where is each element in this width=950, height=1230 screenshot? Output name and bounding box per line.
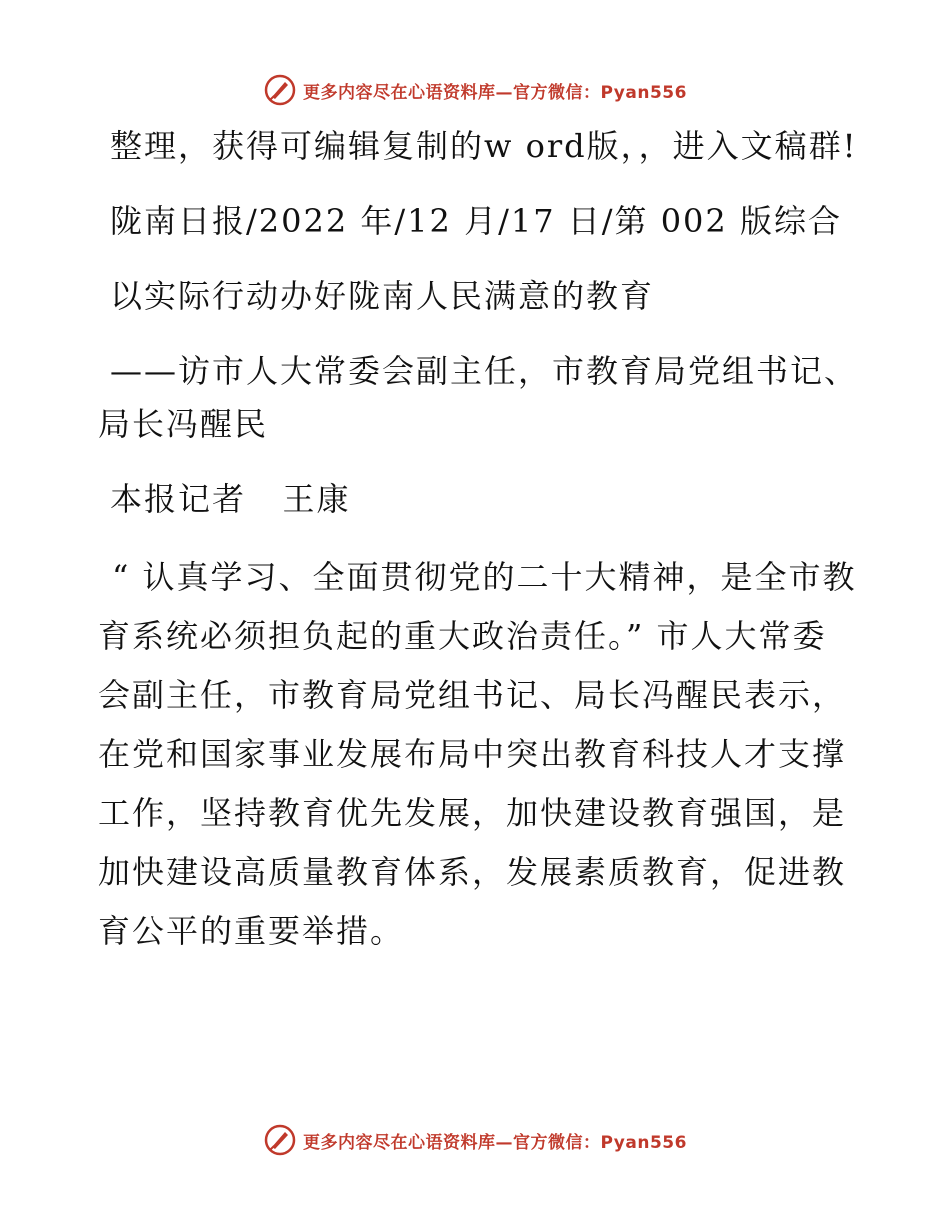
- quill-logo-icon: [263, 1123, 297, 1157]
- article-subtitle: ——访市人大常委会副主任，市教育局党组书记、局长冯醒民: [98, 352, 859, 443]
- document-body: [98, 120, 858, 983]
- intro-paragraph: 整理，获得可编辑复制的w ord版，，进入文稿群!: [110, 127, 858, 165]
- article-title: 以实际行动办好陇南人民满意的教育: [110, 277, 655, 315]
- byline: 本报记者 王康: [110, 480, 351, 518]
- footer-banner: [0, 1120, 950, 1160]
- body-paragraph: “ 认真学习、全面贯彻党的二十大精神，是全市教育系统必须担负起的重大政治责任。” 市人大常委会副主任，市教育局党组书记、局长冯醒民表示，在党和国家事业发展布局中突出教育科技人才支撑工作，坚持教育优先发展，加快建设教育强国，是加快建设高质量教育体系，发展素质教育，促进教育公平的重要举措。: [98, 558, 857, 950]
- source-line: 陇南日报/2022 年/12 月/17 日/第 002 版综合: [110, 202, 842, 240]
- header-banner-text: 更多内容尽在心语资料库—官方微信：Pyan556: [303, 82, 687, 103]
- quill-logo-icon: [263, 73, 297, 107]
- footer-banner-text: 更多内容尽在心语资料库—官方微信：Pyan556: [303, 1132, 687, 1153]
- header-banner: [0, 70, 950, 110]
